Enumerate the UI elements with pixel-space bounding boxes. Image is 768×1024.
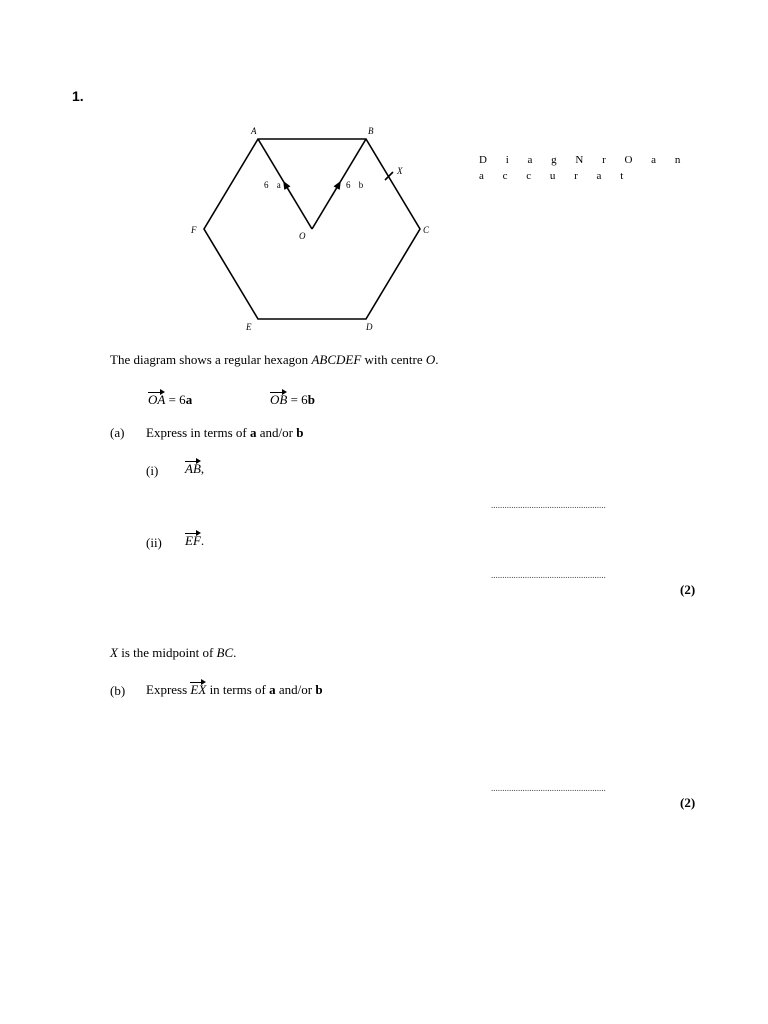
given-oa bbox=[148, 390, 192, 408]
part-a-prefix: Express in terms of bbox=[146, 425, 250, 440]
part-b-prefix: Express bbox=[146, 682, 191, 697]
point-d-label: D bbox=[366, 322, 373, 332]
question-number: 1. bbox=[72, 88, 84, 104]
part-a-i-label: (i) bbox=[146, 463, 159, 478]
given-oa-bold: a bbox=[185, 392, 193, 407]
part-a-label: (a) bbox=[110, 425, 125, 440]
diagram-note-line2: a c c u r a t bbox=[479, 170, 632, 182]
vector-oa-notation: OA bbox=[148, 392, 166, 407]
answer-line-b[interactable]: ................................................... bbox=[491, 783, 606, 793]
point-x-label: X bbox=[397, 166, 403, 176]
given-ob-rhs: = 6 bbox=[290, 392, 308, 407]
part-b-andor: and/or bbox=[275, 682, 316, 697]
vector-ef-notation: EF bbox=[185, 533, 201, 548]
part-b-bold-b: b bbox=[315, 682, 323, 697]
vector-ob-arrow bbox=[332, 184, 339, 196]
part-b-text bbox=[146, 680, 323, 698]
part-a-ii-punct: . bbox=[200, 533, 205, 548]
part-a-bold-a: a bbox=[249, 425, 257, 440]
part-b-mid: in terms of bbox=[206, 682, 270, 697]
point-b-label: B bbox=[368, 126, 374, 136]
midpoint-phrase: is the midpoint of bbox=[117, 645, 217, 660]
part-a-marks: (2) bbox=[680, 582, 696, 597]
vector-ex-notation: EX bbox=[190, 682, 207, 697]
point-e-label: E bbox=[246, 322, 252, 332]
vector-oa-label: 6 a bbox=[264, 180, 284, 190]
hexagon-diagram bbox=[0, 0, 768, 340]
intro-text bbox=[110, 352, 439, 368]
part-a-mid: and/or bbox=[256, 425, 297, 440]
point-f-label: F bbox=[191, 225, 197, 235]
answer-line-a-ii[interactable]: ................................................... bbox=[491, 570, 606, 580]
vector-ob-label: 6 b bbox=[346, 180, 367, 190]
intro-shape: ABCDEF bbox=[311, 352, 362, 367]
intro-centre: O bbox=[425, 352, 436, 367]
intro-middle: with centre bbox=[361, 352, 426, 367]
part-b-marks: (2) bbox=[680, 795, 696, 810]
answer-line-a-i[interactable]: ................................................... bbox=[491, 500, 606, 510]
midpoint-point: X bbox=[110, 645, 118, 660]
part-a-ii-label: (ii) bbox=[146, 535, 162, 550]
part-a-bold-b: b bbox=[296, 425, 304, 440]
vector-ob-notation: OB bbox=[270, 392, 288, 407]
part-b-bold-a: a bbox=[269, 682, 276, 697]
intro-end: . bbox=[435, 352, 439, 367]
point-o-label: O bbox=[299, 231, 306, 241]
midpoint-end: . bbox=[233, 645, 237, 660]
part-a-ii-expression bbox=[185, 531, 204, 549]
diagram-note-line1: D i a g N r O a n bbox=[479, 154, 689, 166]
part-b-label: (b) bbox=[110, 683, 126, 698]
given-ob bbox=[270, 390, 315, 408]
point-c-label: C bbox=[423, 225, 430, 235]
given-oa-rhs: = 6 bbox=[168, 392, 186, 407]
part-a-i-expression bbox=[185, 459, 204, 477]
midpoint-text bbox=[110, 645, 236, 661]
vector-ab-notation: AB bbox=[185, 461, 201, 476]
intro-prefix: The diagram shows a regular hexagon bbox=[110, 352, 312, 367]
midpoint-segment: BC bbox=[216, 645, 234, 660]
point-a-label: A bbox=[251, 126, 257, 136]
vector-oa-arrow bbox=[285, 184, 292, 196]
given-ob-bold: b bbox=[307, 392, 315, 407]
part-a-i-punct: , bbox=[200, 461, 205, 476]
part-a-text bbox=[146, 425, 303, 441]
